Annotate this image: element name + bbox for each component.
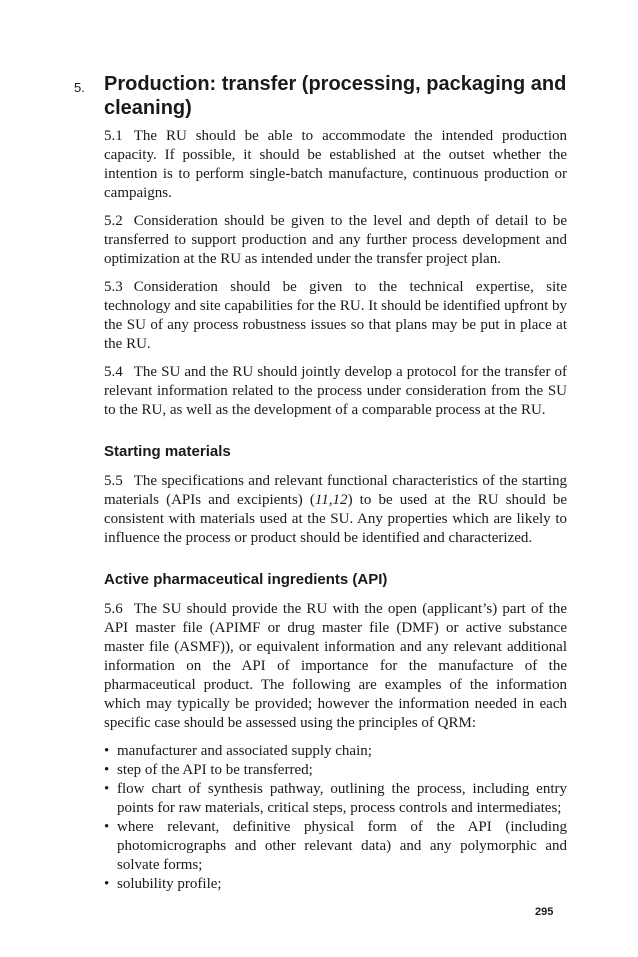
paragraph-text: ) to be used at the RU should be consistent with materials used at the SU. Any properties which are likely to influence the process or product should be identified and characterized. xyxy=(104,492,567,546)
list-item: • solubility profile; xyxy=(104,875,567,894)
bullet-list xyxy=(104,742,567,894)
page-number: 295 xyxy=(535,906,554,918)
section-body xyxy=(104,127,567,894)
list-item: • flow chart of synthesis pathway, outlining the process, including entry points for raw materials, critical steps, process controls and intermediates; xyxy=(104,780,567,818)
paragraph-text: Consideration should be given to the level and depth of detail to be transferred to support production and any further process development and optimization at the RU as intended under the transfer project plan. xyxy=(104,213,567,267)
section-number: 5. xyxy=(74,80,85,95)
paragraph-5-3 xyxy=(104,278,567,354)
list-item: • step of the API to be transferred; xyxy=(104,761,567,780)
paragraph-5-4 xyxy=(104,363,567,420)
paragraph-number: 5.2 xyxy=(104,213,123,229)
paragraph-5-1 xyxy=(104,127,567,203)
list-item: • manufacturer and associated supply chain; xyxy=(104,742,567,761)
section-title: Production: transfer (processing, packaging and cleaning) xyxy=(104,73,567,119)
paragraph-5-2 xyxy=(104,212,567,269)
paragraph-number: 5.4 xyxy=(104,364,123,380)
paragraph-number: 5.5 xyxy=(104,473,123,489)
paragraph-text: Consideration should be given to the technical expertise, site technology and site capabilities for the RU. It should be identified upfront by the SU of any process robustness issues so that plans may be put in place at the RU. xyxy=(104,279,567,352)
paragraph-5-6 xyxy=(104,600,567,733)
paragraph-text: The specifications and relevant functional characteristics of the starting materials (APIs and excipients) ( xyxy=(104,473,567,508)
reference-citation: 11,12 xyxy=(314,492,348,508)
paragraph-number: 5.1 xyxy=(104,128,123,144)
subheading-api: Active pharmaceutical ingredients (API) xyxy=(104,571,388,588)
list-item: • where relevant, definitive physical form of the API (including photomicrographs and other relevant data) and any polymorphic and solvate forms; xyxy=(104,818,567,875)
paragraph-number: 5.3 xyxy=(104,279,123,295)
paragraph-text: The SU and the RU should jointly develop a protocol for the transfer of relevant information related to the process under consideration from the SU to the RU, as well as the development of a comparable process at the RU. xyxy=(104,364,567,418)
paragraph-text: The SU should provide the RU with the open (applicant’s) part of the API master file (APIMF or drug master file (DMF) or active substance master file (ASMF)), or equivalent information and any relevant additional information on the API of importance for the manufacture of the pharmaceutical product. The following are examples of the information which may typically be provided; however the information needed in each specific case should be assessed using the principles of QRM: xyxy=(104,601,567,731)
paragraph-text: The RU should be able to accommodate the intended production capacity. If possible, it should be established at the outset whether the intention is to perform single-batch manufacture, continuous production or campaigns. xyxy=(104,128,567,201)
subheading-starting-materials: Starting materials xyxy=(104,443,231,460)
paragraph-number: 5.6 xyxy=(104,601,123,617)
paragraph-5-5 xyxy=(104,472,567,548)
